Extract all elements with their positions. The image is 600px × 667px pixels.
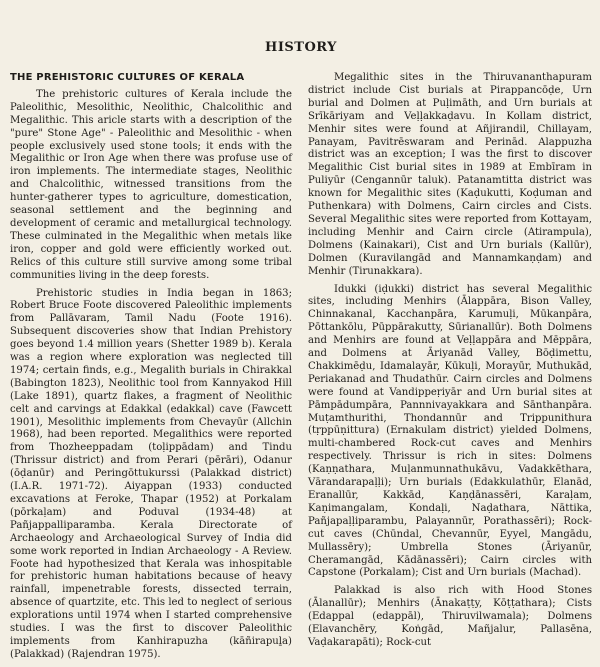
right-paragraph-1: Megalithic sites in the Thiruvananthapuram district include Cist burials at Pirappancōḍe, Urn burial and Dolmen at Puḷimāth, and Urn burials at Srīkāriyam and Veḷḷakkaḍavu. In Kollam district, Menhir sites were found at Añjirandil, Chillayam, Panayam, Pavitrēswaram and Perinād. Alappuzha district was an exception; I was the first to discover Megalithic Cist burial sites in 1989 at Embīram in Puliyūr (Cengannūr taluk). Patanamtitta district was known for Megalithic sites (Kaḍukutti, Koḍuman and Puthenkara) with Dolmens, Cairn circles and Cists. Several Megalithic sites were reported from Kottayam, including Menhir and Cairn circle (Atirampula), Dolmens (Kainakari), Cist and Urn burials (Kallūr), Dolmen (Kuravilangād and Mannamkaṇḍam) and Menhir (Tirunakkara). (308, 72, 592, 277)
text-columns (10, 72, 592, 667)
right-paragraph-3: Palakkad is also rich with Hood Stones (Ālanallūr); Menhirs (Ānakaṭṭy, Kōṭṭathara); Cists (Edappal (edappāl), Thiruvilwamala); Dolmens (Elavanchēry, Koṅgād, Mañjalur, Pallasēna, Vaḍakarapāti); Rock-cut (308, 585, 592, 648)
section-heading: THE PREHISTORIC CULTURES OF KERALA (10, 72, 245, 83)
left-column (10, 72, 292, 667)
right-column (308, 72, 592, 667)
left-paragraph-2: Prehistoric studies in India began in 1863; Robert Bruce Foote discovered Paleolithic implements from Pallāvaram, Tamil Nadu (Foote 1916). Subsequent discoveries show that Indian Prehistory goes beyond 1.4 million years (Shetter 1989 b). Kerala was a region where exploration was neglected till 1974; certain finds, e.g., Megalith burials in Chirakkal (Babington 1823), Neolithic tool from Kannyakod Hill (Lake 1891), quartz flakes, a fragment of Neolithic celt and carvings at Edakkal (edakkal) cave (Fawcett 1901), Mesolithic implements from Chevayūr (Allchin 1968), had been reported. Megalithics were reported from Thozheeppadam (toḷippādam) and Tindu (Thrissur district) and from Perari (pērāri), Odanur (ōḍanūr) and Peringōttukurssi (Palakkad district) (I.A.R. 1971-72). Aiyappan (1933) conducted excavations at Feroke, Thapar (1952) at Porkalam (pōrkaḷam) and Poduval (1934-48) at Pañjappalliparamba. Kerala Directorate of Archaeology and Archaeological Survey of India did some work reported in Indian Archaeology - A Review. Foote had hypothesized that Kerala was inhospitable for prehistoric human habitations because of heavy rainfall, impenetrable forests, dissected terrain, absence of quartzite, etc. This led to neglect of serious explorations until 1974 when I started comprehensive studies. I was the first to discover Paleolithic implements from Kanhirapuzha (kāñirapuḻa) (Palakkad) (Rajendran 1975). (10, 287, 292, 660)
page-title: HISTORY (265, 40, 337, 55)
left-paragraph-1: The prehistoric cultures of Kerala include the Paleolithic, Mesolithic, Neolithic, Chalcolithic and Megalithic. This aricle starts with a description of the "pure" Stone Age" - Paleolithic and Mesolithic - when people exclusively used stone tools; it ends with the Megalithic or Iron Age when there was profuse use of iron implements. The intermediate stages, Neolithic and Chalcolithic, witnessed transitions from the hunter-gatherer types to agriculture, domestication, seasonal settlement and the beginning and development of ceramic and metallurgical technology. These culminated in the Megalithic when metals like iron, copper and gold were efficiently worked out. Relics of this culture still survive among some tribal communities living in the deep forests. (10, 88, 292, 281)
right-paragraph-2: Idukki (iḍukki) district has several Megalithic sites, including Menhirs (Ālappāra, Bison Valley, Chinnakanal, Kacchanpāra, Karumuḷi, Mūkanpāra, Pōttankōlu, Pūppārakutty, Sūrianallūr). Both Dolmens and Menhirs are found at Veḷḷappāra and Mēppāra, and Dolmens at Āriyanād Valley, Bōḍimettu, Chakkimēḍu, Idamalayār, Kūkuḷi, Morayūr, Muthukād, Periakanad and Thudathūr. Cairn circles and Dolmens were found at Vandippeṛiyār and Urn burial sites at Pāmpādumpāra, Pannnivayakkara and Sānthanpāra. Muṭamthurithi, Thondannūr and Trippunithura (tṛppūṇittura) (Ernakulam district) yielded Dolmens, multi-chambered Rock-cut caves and Menhirs respectively. Thrissur is rich in sites: Dolmens (Kaṇṇathara, Muḷanmunnathukāvu, Vadakkēthara, Vārandarapaḷḷi); Urn burials (Edakkulathūr, Elanād, Eranallūr, Kakkād, Kaṇḍānassēri, Karaḷam, Kaṇimangalam, Kondaḷi, Naḍathara, Nāttika, Pañjapaḷḷiparambu, Palayannūr, Porathassēri); Rock-cut caves (Chūndal, Chevannūr, Eyyel, Mangādu, Mullassēry); Umbrella Stones (Āriyanūr, Cheramangād, Kādānassēri); Cairn circles with Capstone (Porkalam); Cist and Urn burials (Machad). (308, 283, 592, 579)
